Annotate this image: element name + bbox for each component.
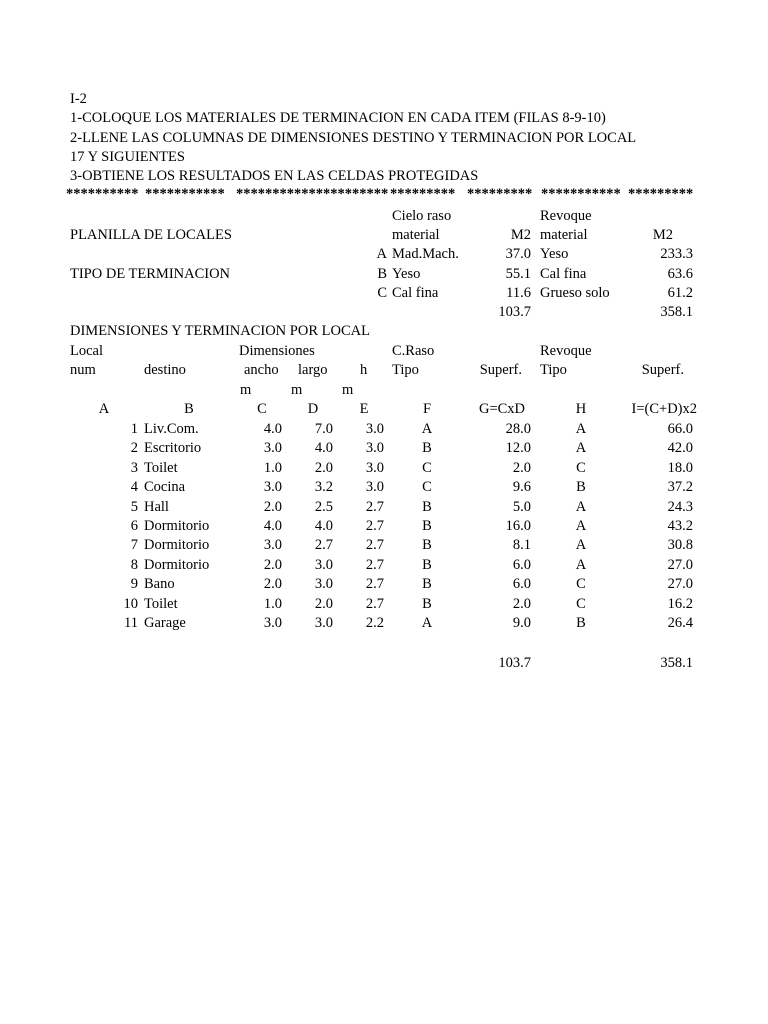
cell-revoque-tipo: A xyxy=(575,518,587,534)
cell-largo: 2.7 xyxy=(314,537,333,553)
cell-ancho: 1.0 xyxy=(263,460,282,476)
cell-num: 11 xyxy=(124,615,138,631)
summary-revoque-m2: 233.3 xyxy=(660,246,693,262)
cell-num: 1 xyxy=(130,421,138,437)
cell-revoque-superf: 66.0 xyxy=(667,421,693,437)
cell-num: 6 xyxy=(130,518,138,534)
summary-cielo-material: Cal fina xyxy=(392,285,439,301)
separator-stars-3: ********************* xyxy=(236,186,389,202)
cell-h: 3.0 xyxy=(365,421,384,437)
header-revoque-tipo: Tipo xyxy=(540,362,567,378)
summary-revoque-material: Yeso xyxy=(540,246,569,262)
cell-craso-superf: 5.0 xyxy=(512,499,531,515)
column-letter-f: F xyxy=(422,401,432,417)
cell-revoque-superf: 37.2 xyxy=(667,479,693,495)
cell-revoque-superf: 27.0 xyxy=(667,576,693,592)
cell-craso-superf: 8.1 xyxy=(512,537,531,553)
cell-craso-superf: 6.0 xyxy=(512,576,531,592)
cell-revoque-tipo: A xyxy=(575,537,587,553)
cell-revoque-superf: 24.3 xyxy=(667,499,693,515)
sheet-code: I-2 xyxy=(70,91,87,107)
cell-largo: 4.0 xyxy=(314,518,333,534)
cell-largo: 7.0 xyxy=(314,421,333,437)
cell-ancho: 3.0 xyxy=(263,615,282,631)
revoque-m2-label: M2 xyxy=(652,227,673,243)
cell-destino: Toilet xyxy=(144,460,178,476)
cell-h: 3.0 xyxy=(365,460,384,476)
unit-m-largo: m xyxy=(291,382,303,398)
cell-destino: Dormitorio xyxy=(144,537,210,553)
summary-cielo-material: Yeso xyxy=(392,266,421,282)
separator-stars-6: *********** xyxy=(541,186,621,202)
header-h: h xyxy=(360,362,368,378)
cell-ancho: 3.0 xyxy=(263,479,282,495)
cell-destino: Dormitorio xyxy=(144,518,210,534)
summary-revoque-material: Cal fina xyxy=(540,266,587,282)
cell-h: 2.7 xyxy=(365,518,384,534)
cell-craso-tipo: A xyxy=(421,615,433,631)
header-destino: destino xyxy=(144,362,186,378)
cell-num: 4 xyxy=(130,479,138,495)
planilla-label: PLANILLA DE LOCALES xyxy=(70,227,232,243)
cell-destino: Escritorio xyxy=(144,440,202,456)
cell-ancho: 4.0 xyxy=(263,421,282,437)
cell-destino: Dormitorio xyxy=(144,557,210,573)
separator-stars-1: ********** xyxy=(66,186,139,202)
cielo-material-label: material xyxy=(392,227,440,243)
cell-ancho: 2.0 xyxy=(263,557,282,573)
cell-ancho: 2.0 xyxy=(263,576,282,592)
summary-code: C xyxy=(377,285,387,301)
summary-revoque-m2: 63.6 xyxy=(667,266,693,282)
header-revoque: Revoque xyxy=(540,343,592,359)
instruction-2: 2-LLENE LAS COLUMNAS DE DIMENSIONES DESTINO Y TERMINACION POR LOCAL xyxy=(70,130,637,146)
header-revoque-superf: Superf. xyxy=(641,362,684,378)
cell-num: 10 xyxy=(123,596,138,612)
column-letter-e: E xyxy=(359,401,369,417)
header-ancho: ancho xyxy=(244,362,279,378)
instruction-3: 3-OBTIENE LOS RESULTADOS EN LAS CELDAS PROTEGIDAS xyxy=(70,168,479,184)
cell-revoque-tipo: A xyxy=(575,421,587,437)
cell-craso-tipo: A xyxy=(421,421,433,437)
summary-cielo-material: Mad.Mach. xyxy=(392,246,459,262)
cell-largo: 3.0 xyxy=(314,576,333,592)
cell-craso-superf: 12.0 xyxy=(505,440,531,456)
header-local: Local xyxy=(70,343,104,359)
dimensions-title: DIMENSIONES Y TERMINACION POR LOCAL xyxy=(70,323,370,339)
cell-revoque-tipo: A xyxy=(575,557,587,573)
header-largo: largo xyxy=(298,362,328,378)
cell-revoque-superf: 30.8 xyxy=(667,537,693,553)
cell-destino: Garage xyxy=(144,615,186,631)
cell-num: 7 xyxy=(130,537,138,553)
separator-stars-4: ********* xyxy=(390,186,456,202)
cell-craso-superf: 2.0 xyxy=(512,460,531,476)
cell-craso-tipo: C xyxy=(422,479,432,495)
cell-ancho: 2.0 xyxy=(263,499,282,515)
cell-h: 2.7 xyxy=(365,557,384,573)
cell-largo: 2.0 xyxy=(314,596,333,612)
cell-num: 9 xyxy=(130,576,138,592)
cielo-m2-label: M2 xyxy=(510,227,531,243)
column-letter-g: G=CxD xyxy=(478,401,526,417)
cell-num: 5 xyxy=(130,499,138,515)
cell-revoque-tipo: B xyxy=(576,479,586,495)
summary-cielo-m2: 37.0 xyxy=(505,246,531,262)
cell-ancho: 3.0 xyxy=(263,440,282,456)
cielo-raso-header: Cielo raso xyxy=(392,208,452,224)
separator-stars-7: ********* xyxy=(628,186,694,202)
cell-destino: Toilet xyxy=(144,596,178,612)
cell-destino: Liv.Com. xyxy=(144,421,199,437)
revoque-material-label: material xyxy=(540,227,588,243)
column-letter-i: I=(C+D)x2 xyxy=(631,401,697,417)
header-dimensiones: Dimensiones xyxy=(239,343,315,359)
instruction-2-continued: 17 Y SIGUIENTES xyxy=(70,149,185,165)
header-craso-superf: Superf. xyxy=(479,362,522,378)
header-num: num xyxy=(70,362,96,378)
cell-num: 8 xyxy=(130,557,138,573)
cell-craso-superf: 2.0 xyxy=(512,596,531,612)
column-letter-h: H xyxy=(575,401,587,417)
summary-revoque-m2: 61.2 xyxy=(667,285,693,301)
cell-largo: 4.0 xyxy=(314,440,333,456)
cell-largo: 3.0 xyxy=(314,557,333,573)
column-letter-c: C xyxy=(257,401,267,417)
cell-largo: 3.0 xyxy=(314,615,333,631)
cell-revoque-tipo: A xyxy=(575,499,587,515)
separator-stars-5: ********* xyxy=(467,186,533,202)
cell-revoque-tipo: A xyxy=(575,440,587,456)
cell-ancho: 3.0 xyxy=(263,537,282,553)
header-craso: C.Raso xyxy=(392,343,435,359)
cell-h: 2.2 xyxy=(365,615,384,631)
cell-craso-tipo: B xyxy=(422,557,432,573)
cell-destino: Cocina xyxy=(144,479,186,495)
separator-stars-2: *********** xyxy=(145,186,225,202)
cell-craso-tipo: B xyxy=(422,537,432,553)
summary-cielo-total: 103.7 xyxy=(498,304,531,320)
cell-destino: Bano xyxy=(144,576,175,592)
cell-destino: Hall xyxy=(144,499,169,515)
cell-craso-tipo: C xyxy=(422,460,432,476)
instruction-1: 1-COLOQUE LOS MATERIALES DE TERMINACION EN CADA ITEM (FILAS 8-9-10) xyxy=(70,110,606,126)
summary-cielo-m2: 55.1 xyxy=(505,266,531,282)
cell-craso-superf: 28.0 xyxy=(505,421,531,437)
cell-craso-tipo: B xyxy=(422,518,432,534)
cell-revoque-superf: 16.2 xyxy=(667,596,693,612)
cell-revoque-superf: 26.4 xyxy=(667,615,693,631)
cell-revoque-superf: 18.0 xyxy=(667,460,693,476)
cell-ancho: 1.0 xyxy=(263,596,282,612)
cell-craso-tipo: B xyxy=(422,596,432,612)
cell-largo: 2.5 xyxy=(314,499,333,515)
summary-revoque-material: Grueso solo xyxy=(540,285,610,301)
cell-num: 2 xyxy=(130,440,138,456)
unit-m-h: m xyxy=(342,382,354,398)
cell-largo: 2.0 xyxy=(314,460,333,476)
summary-revoque-total: 358.1 xyxy=(660,304,693,320)
cell-h: 2.7 xyxy=(365,537,384,553)
cell-revoque-tipo: B xyxy=(576,615,586,631)
cell-h: 3.0 xyxy=(365,479,384,495)
cell-craso-superf: 9.6 xyxy=(512,479,531,495)
cell-h: 2.7 xyxy=(365,499,384,515)
cell-h: 3.0 xyxy=(365,440,384,456)
summary-cielo-m2: 11.6 xyxy=(506,285,531,301)
cell-craso-tipo: B xyxy=(422,499,432,515)
cell-craso-superf: 16.0 xyxy=(505,518,531,534)
tipo-terminacion-label: TIPO DE TERMINACION xyxy=(70,266,231,282)
total-craso-superf: 103.7 xyxy=(498,655,531,671)
cell-revoque-superf: 43.2 xyxy=(667,518,693,534)
cell-craso-superf: 9.0 xyxy=(512,615,531,631)
revoque-header: Revoque xyxy=(540,208,592,224)
unit-m-ancho: m xyxy=(240,382,252,398)
cell-largo: 3.2 xyxy=(314,479,333,495)
summary-code: A xyxy=(376,246,387,262)
total-revoque-superf: 358.1 xyxy=(660,655,693,671)
column-letter-a: A xyxy=(98,401,110,417)
cell-revoque-tipo: C xyxy=(576,576,586,592)
summary-code: B xyxy=(377,266,387,282)
cell-h: 2.7 xyxy=(365,596,384,612)
cell-revoque-tipo: C xyxy=(576,460,586,476)
cell-craso-tipo: B xyxy=(422,440,432,456)
cell-craso-tipo: B xyxy=(422,576,432,592)
cell-num: 3 xyxy=(130,460,138,476)
cell-revoque-tipo: C xyxy=(576,596,586,612)
column-letter-d: D xyxy=(307,401,319,417)
header-craso-tipo: Tipo xyxy=(392,362,419,378)
cell-revoque-superf: 42.0 xyxy=(667,440,693,456)
cell-h: 2.7 xyxy=(365,576,384,592)
cell-craso-superf: 6.0 xyxy=(512,557,531,573)
cell-ancho: 4.0 xyxy=(263,518,282,534)
cell-revoque-superf: 27.0 xyxy=(667,557,693,573)
column-letter-b: B xyxy=(184,401,194,417)
